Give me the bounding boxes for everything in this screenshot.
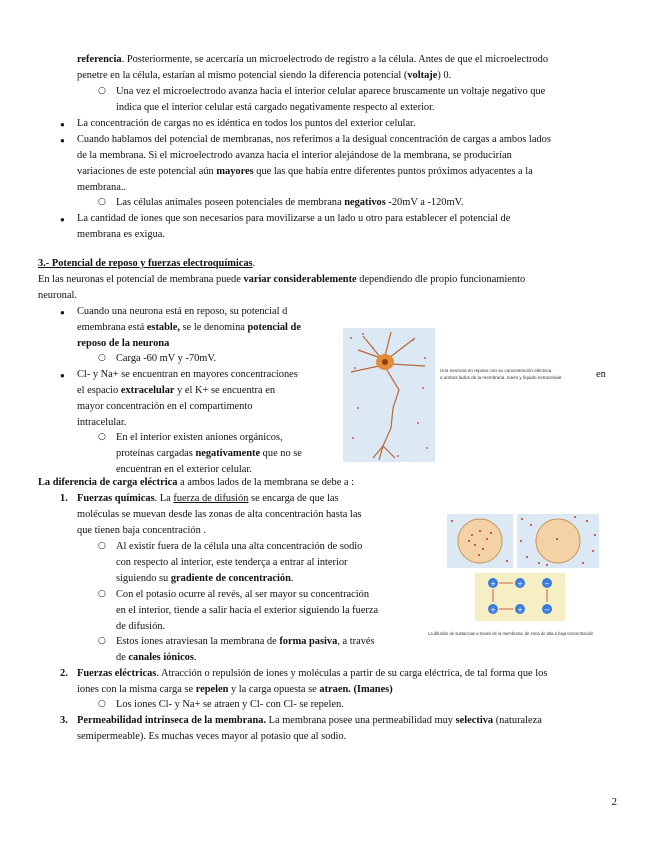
hollow-bullet-icon: ○ [98,636,106,646]
text-line: Con el potasio ocurre al revés, al ser mayor su concentración [116,589,370,600]
text-line: encuentran en el exterior celular. [116,464,252,475]
hollow-bullet-icon: ○ [98,589,106,599]
text-line [77,491,339,507]
text-line: Al existir fuera de la célula una alta concentración de sodio [116,541,363,552]
text-line: reposo de la neurona [77,338,170,349]
bold-term: referencia [77,54,122,65]
text: y el K+ se encuentra en [174,385,276,396]
text-line [116,650,197,666]
text: siguiendo su [116,573,171,584]
bullet-icon: ● [60,120,65,129]
text: En las neuronas el potencial de membrana puede [38,274,244,285]
figure-caption: Una neurona en reposo con su concentración eléctrica [440,368,552,373]
text: iones con la misma carga se [77,684,196,695]
caption-suffix: en [596,369,606,380]
text-line [116,446,302,462]
svg-text:+: + [517,580,523,588]
text-line: Los iones Cl- y Na+ se atraen y Cl- con Cl- se repelen. [116,699,344,710]
text-line: Cl- y Na+ se encuentran en mayores concentraciones [77,369,298,380]
text-line: Una vez el microelectrodo avanza hacia el interior celular aparece bruscamente un voltaje negativo que [116,86,546,97]
figure-caption: La difusión de sustancias a través de la membrana: de zona de alta a baja concentración [428,631,594,636]
text: . Posteriormente, se acercaría un microelectrodo de registro a la célula. Antes de que el microelectrodo [121,54,549,65]
bullet-icon: ● [60,215,65,224]
list-number: 3. [60,715,68,726]
text: que no se [260,448,302,459]
text: penetre en la célula, estarían al mismo potencial siendo la diferencia potencial ( [77,70,408,81]
text: variaciones de este potencial aún [77,166,217,177]
text-line: intracelular. [77,417,127,428]
text-line: La cantidad de iones que son necesarios para movilizarse a un lado u otro para establecer el potencial de [77,213,511,224]
bold-term: selectiva [455,715,494,726]
section-heading [38,256,255,272]
bold-term: gradiente de concentración [170,573,291,584]
bold-term: mayores [216,166,254,177]
bold-term: Permeabilidad intrínseca de la membrana. [77,715,267,726]
svg-text:−: − [544,606,550,614]
text-line: Cuando hablamos del potencial de membranas, nos referimos a la desigual concentración de cargas a ambos lados [77,134,551,145]
text-line: de difusión. [116,621,166,632]
bold-term: canales iónicos [128,652,194,663]
svg-text:+: + [490,580,496,588]
text-line [77,164,533,180]
underlined-term: fuerza de difusión [173,493,249,504]
text-line [77,68,451,84]
text-line: indica que el interior celular está cargado negativamente respecto al exterior. [116,102,435,113]
text-line [77,666,547,682]
neuron-figure [343,328,435,462]
text-line [77,320,301,336]
svg-text:−: − [544,580,550,588]
bold-term: potencial de [247,322,301,333]
text: . Atracción o repulsión de iones y moléculas a partir de su carga eléctrica, de tal forma que los [156,668,548,679]
bold-term: extracelular [120,385,175,396]
text: se encarga de que las [248,493,339,504]
text: el espacio [77,385,121,396]
text: que las que había entre diferentes puntos próximos adyacentes a la [253,166,533,177]
text: ) 0. [437,70,452,81]
text: proteínas cargadas [116,448,196,459]
page-number: 2 [611,796,617,808]
svg-text:+: + [517,606,523,614]
hollow-bullet-icon: ○ [98,541,106,551]
text-line [77,682,393,698]
bold-term: negativos [344,197,386,208]
list-number: 2. [60,668,68,679]
bold-term: negativamente [195,448,261,459]
figure-caption: a ambos lados de la membrana. Iones y líquido extracelular [440,375,562,380]
text-line [77,52,548,68]
text-line: Cuando una neurona está en reposo, su potencial d [77,306,288,317]
diffusion-figure [447,511,605,627]
text-line: membrana es exigua. [77,229,165,240]
text: , a través [337,636,375,647]
diffusion-illustration [447,511,605,627]
bullet-icon: ● [60,371,65,380]
text-line: moléculas se muevan desde las zonas de alta concentración hasta las [77,509,362,520]
bullet-icon: ● [60,308,65,317]
bold-term: estable, [146,322,180,333]
text-line: mayor concentración en el compartimento [77,401,253,412]
text-line: en el interior, tiende a salir hacia el exterior siguiendo la fuerza [116,605,379,616]
text-line [116,571,294,587]
text-line [116,195,463,211]
bold-term: voltaje [407,70,438,81]
neuron-illustration [343,328,435,462]
text: . [290,573,294,584]
text: Las células animales poseen potenciales de membrana [116,197,345,208]
text: de [116,652,129,663]
text: emembrana está [77,322,147,333]
svg-text:+: + [490,606,496,614]
bold-term: repelen [195,684,229,695]
list-number: 1. [60,493,68,504]
text: y la carga opuesta se [228,684,320,695]
bold-term: variar considerablemente [243,274,357,285]
bold-term: atraen. (Imanes) [319,684,393,695]
text: . La [154,493,174,504]
text-line: membrana.. [77,182,127,193]
bold-term: La diferencia de carga eléctrica [38,477,178,488]
text-line: que tienen baja concentración . [77,525,206,536]
hollow-bullet-icon: ○ [98,353,106,363]
text: Estos iones atraviesan la membrana de [116,636,280,647]
text: . [252,258,256,269]
bold-term: forma pasiva [279,636,338,647]
text: -20mV a -120mV. [385,197,464,208]
text: a ambos lados de la membrana se debe a : [177,477,355,488]
text-line: neuronal. [38,290,77,301]
bold-term: Fuerzas químicas [77,493,155,504]
bullet-icon: ● [60,136,65,145]
hollow-bullet-icon: ○ [98,432,106,442]
text: . [193,652,197,663]
text-line [38,475,354,491]
hollow-bullet-icon: ○ [98,197,106,207]
text-line [77,383,275,399]
text-line [38,272,525,288]
text-line: de la membrana. Si el microelectrodo avanza hacia el interior alejándose de la membrana, se producirían [77,150,512,161]
text-line: En el interior existen aniones orgánicos, [116,432,283,443]
text: La membrana posee una permeabilidad muy [266,715,456,726]
text-line: con respecto al interior, este tenderça a entrar al interior [116,557,348,568]
text: dependiendo dle propio funcionamiento [356,274,526,285]
text: (naturaleza [493,715,542,726]
bold-term: Fuerzas eléctricas [77,668,157,679]
text-line: La concentración de cargas no es idéntica en todos los puntos del exterior celular. [77,118,416,129]
text-line [116,634,375,650]
text-line: Carga -60 mV y -70mV. [116,353,217,364]
text: se le denomina [180,322,248,333]
text-line: semipermeable). Es muchas veces mayor al potasio que al sodio. [77,731,347,742]
hollow-bullet-icon: ○ [98,699,106,709]
text-line [77,713,542,729]
hollow-bullet-icon: ○ [98,86,106,96]
heading-text: 3.- Potencial de reposo y fuerzas electroquímicas [38,258,253,269]
